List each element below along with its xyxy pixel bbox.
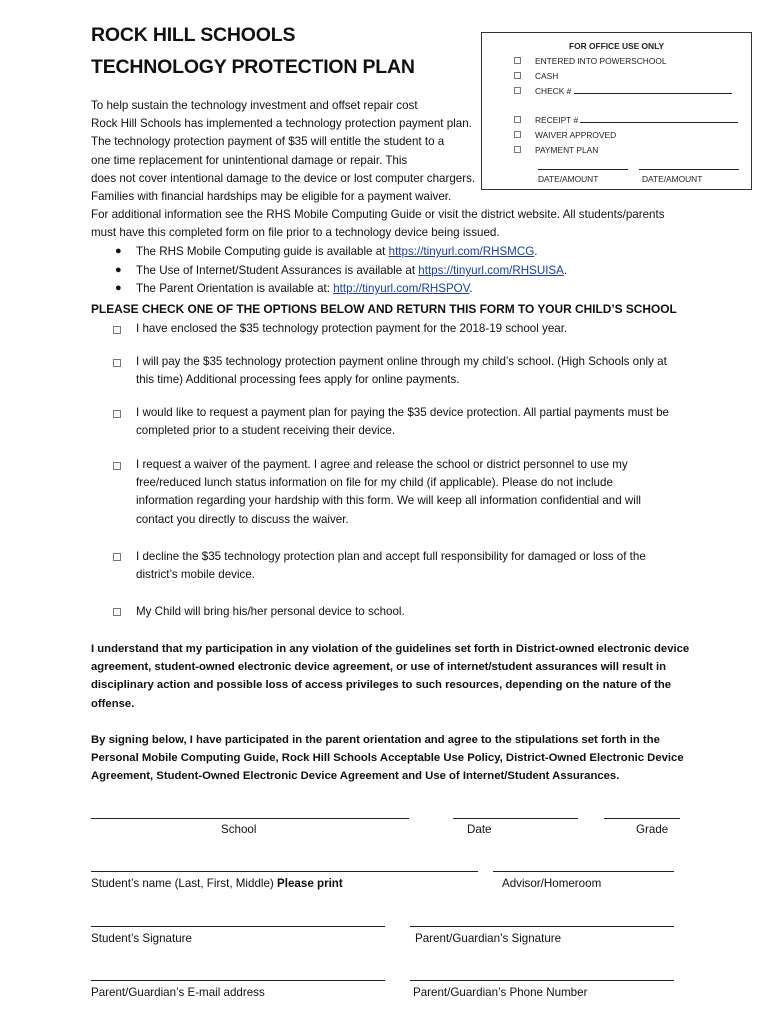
option-enclosed-payment: I have enclosed the $35 technology protection payment for the 2018-19 school year. [136, 322, 568, 335]
student-assurances-link[interactable]: https://tinyurl.com/RHSUISA [418, 264, 564, 277]
office-checkbox[interactable] [514, 72, 521, 79]
agreement-paragraph: I understand that my participation in any violation of the guidelines set forth in District-owned electronic device agreement, student-owned electronic device agreement, or use of internet/student assurances will result in disciplinary action and possible loss of access privileges to such resources, depending on the nature of the offense. [91, 643, 690, 710]
options-heading: PLEASE CHECK ONE OF THE OPTIONS BELOW AND RETURN THIS FORM TO YOUR CHILD’S SCHOOL [91, 302, 677, 316]
office-item-cash: CASH [514, 71, 558, 81]
parent-email-label: Parent/Guardian’s E-mail address [91, 986, 265, 999]
option-checkbox-payment-plan[interactable] [113, 410, 121, 418]
student-signature-label: Student’s Signature [91, 932, 192, 945]
grade-line[interactable] [604, 818, 680, 819]
option-checkbox-waiver[interactable] [113, 462, 121, 470]
mobile-computing-guide-link[interactable]: https://tinyurl.com/RHSMCG [388, 245, 535, 258]
student-name-label: Student’s name (Last, First, Middle) Please print [91, 877, 343, 890]
date-amount-label-1: DATE/AMOUNT [538, 174, 599, 184]
office-use-title: FOR OFFICE USE ONLY [568, 41, 665, 51]
office-checkbox[interactable] [514, 57, 521, 64]
parent-orientation-link[interactable]: http://tinyurl.com/RHSPOV [333, 282, 470, 295]
office-item-powerschool: ENTERED INTO POWERSCHOOL [514, 56, 667, 66]
parent-phone-label: Parent/Guardian’s Phone Number [413, 986, 588, 999]
school-line[interactable] [91, 818, 409, 819]
office-item-check: CHECK # [514, 86, 732, 96]
option-checkbox-pay-online[interactable] [113, 359, 121, 367]
list-item: ● The RHS Mobile Computing guide is available at https://tinyurl.com/RHSMCG. [115, 245, 538, 258]
list-item: ● The Parent Orientation is available at: http://tinyurl.com/RHSPOV. [115, 282, 473, 295]
parent-phone-line[interactable] [410, 980, 674, 981]
check-number-line[interactable] [574, 93, 732, 94]
page-title: ROCK HILL SCHOOLS [91, 24, 296, 46]
option-pay-online: I will pay the $35 technology protection payment online through my child’s school. (High Schools only at this time) Additional processing fees apply for online payments. [136, 355, 667, 387]
school-label: School [221, 823, 257, 836]
option-checkbox-decline[interactable] [113, 553, 121, 561]
date-amount-label-2: DATE/AMOUNT [642, 174, 703, 184]
office-checkbox[interactable] [514, 87, 521, 94]
signing-paragraph: By signing below, I have participated in the parent orientation and agree to the stipulations set forth in the Personal Mobile Computing Guide, Rock Hill Schools Acceptable Use Policy, District-Owned Electronic Device Agreement, Student-Owned Electronic Device Agreement and Use of Internet/Student Assurances. [91, 734, 684, 783]
option-checkbox-personal-device[interactable] [113, 608, 121, 616]
option-personal-device: My Child will bring his/her personal device to school. [136, 605, 405, 618]
option-waiver: I request a waiver of the payment. I agree and release the school or district personnel to use my free/reduced lunch status information on file for my child (if applicable). Please do not include information regarding your hardship with this form. We will keep all information confidential and will contact you directly to discuss the waiver. [136, 458, 641, 526]
option-decline: I decline the $35 technology protection plan and accept full responsibility for damaged or loss of the district’s mobile device. [136, 550, 646, 582]
bullet-icon: ● [115, 264, 122, 276]
advisor-label: Advisor/Homeroom [502, 877, 602, 890]
office-item-receipt: RECEIPT # [514, 115, 738, 125]
date-line[interactable] [453, 818, 578, 819]
intro-paragraph: To help sustain the technology investment and offset repair cost Rock Hill Schools has implemented a technology protection payment plan. The technology protection payment of $35 will entitle the student to a one time replacement for unintentional damage or repair. This does not cover intentional damage to the device or lost computer chargers. Families with financial hardships may be eligible for a payment waiver. For additional information see the RHS Mobile Computing Guide or visit the district website. All students/parents must have this completed form on file prior to a technology device being issued. [91, 99, 665, 240]
option-checkbox-enclosed-payment[interactable] [113, 326, 121, 334]
advisor-line[interactable] [493, 871, 674, 872]
page-subtitle: TECHNOLOGY PROTECTION PLAN [91, 56, 415, 78]
grade-label: Grade [636, 823, 669, 836]
office-item-waiver: WAIVER APPROVED [514, 130, 616, 140]
option-payment-plan: I would like to request a payment plan for paying the $35 device protection. All partial payments must be completed prior to a student receiving their device. [136, 406, 669, 438]
bullet-icon: ● [115, 282, 122, 294]
student-name-line[interactable] [91, 871, 478, 872]
parent-signature-label: Parent/Guardian’s Signature [415, 932, 562, 945]
list-item: ● The Use of Internet/Student Assurances is available at https://tinyurl.com/RHSUISA. [115, 264, 568, 277]
bullet-icon: ● [115, 245, 122, 257]
student-signature-line[interactable] [91, 926, 385, 927]
parent-email-line[interactable] [91, 980, 385, 981]
date-label: Date [467, 823, 492, 836]
office-item-payment-plan: PAYMENT PLAN [514, 145, 598, 155]
parent-signature-line[interactable] [410, 926, 674, 927]
